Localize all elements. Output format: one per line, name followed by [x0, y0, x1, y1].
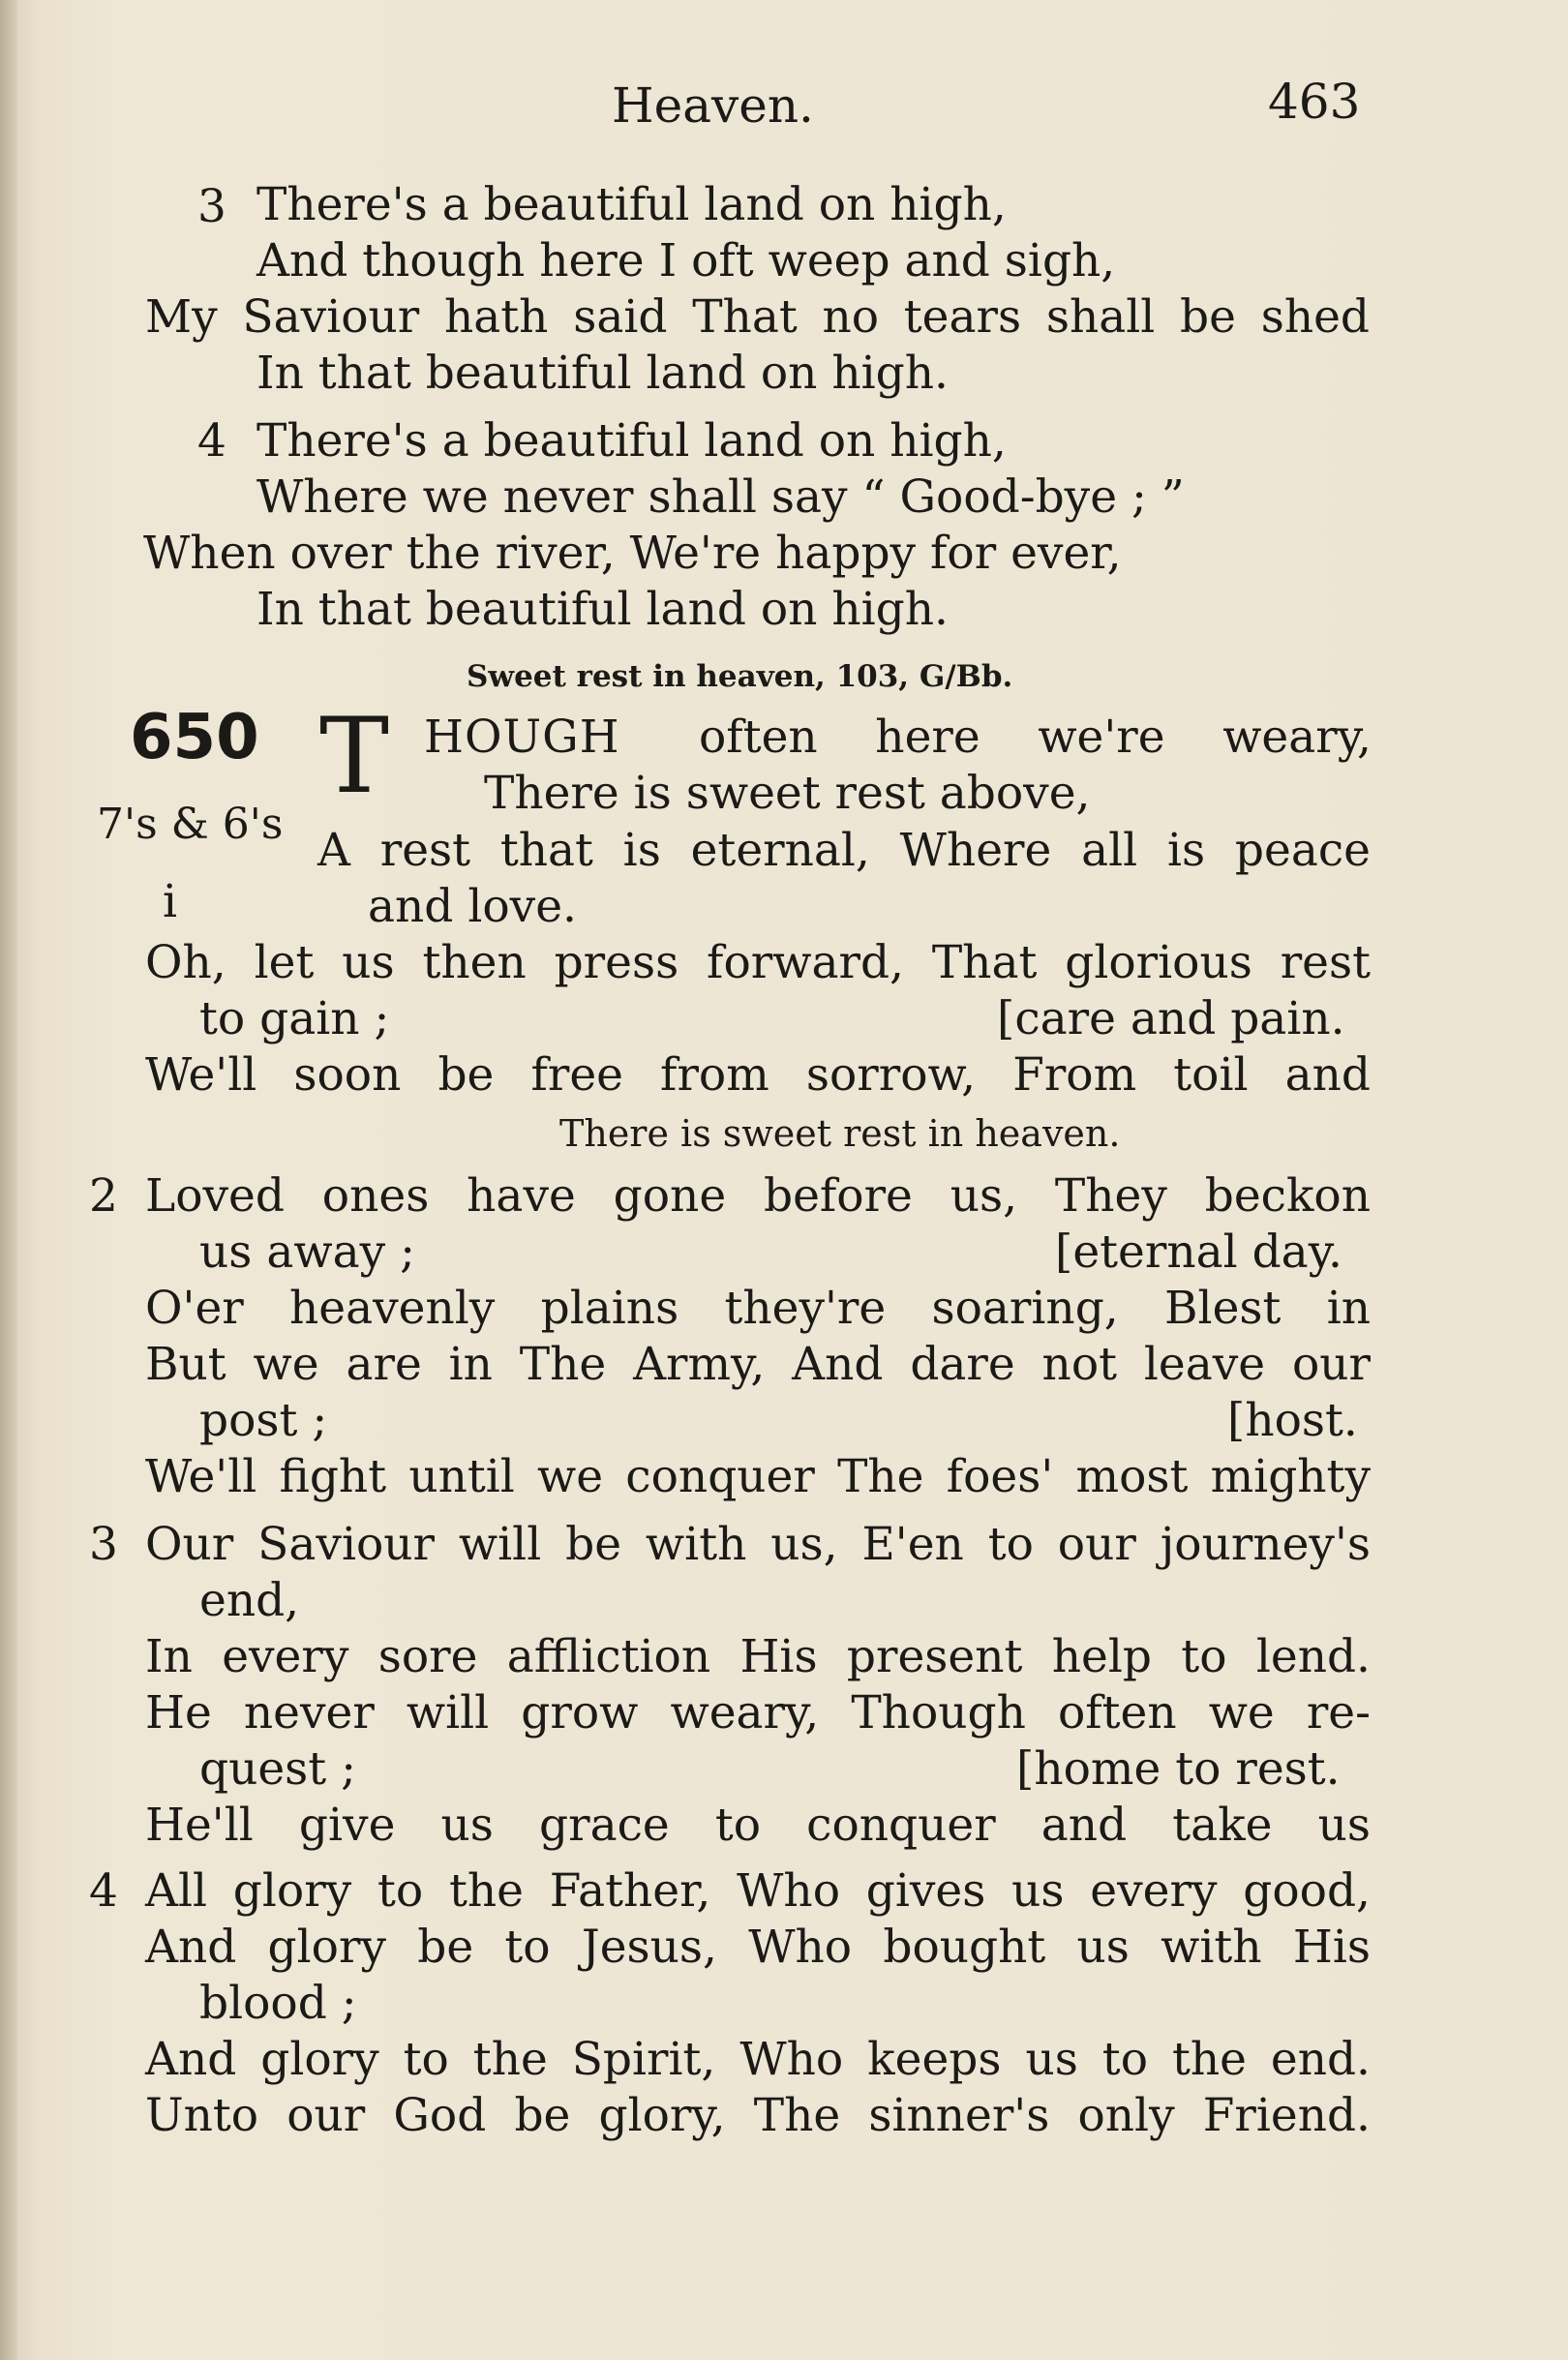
chorus-line: There is sweet rest in heaven. [559, 1112, 1121, 1155]
running-header-title: Heaven. [612, 77, 814, 134]
page-number: 463 [1268, 74, 1361, 130]
drop-cap: T [319, 696, 390, 817]
hymn-number: 650 [130, 702, 259, 773]
verse-line: We'll soon be free from sorrow, From toil and [145, 1048, 1371, 1102]
verse-line: We'll fight until we conquer The foes' most mighty [145, 1450, 1371, 1503]
verse-line: He never will grow weary, Though often we re- [145, 1686, 1371, 1740]
verse-line: In that beautiful land on high. [256, 347, 949, 400]
verse-line: and love. [368, 880, 577, 933]
verse-number: 3 [197, 180, 226, 233]
verse-line: [eternal day. [1055, 1225, 1342, 1279]
first-word: HOUGH [424, 711, 620, 764]
verse-line: Loved ones have gone before us, They beckon [145, 1169, 1371, 1223]
verse-line: There's a beautiful land on high, [256, 414, 1007, 468]
verse-number: 4 [89, 1864, 118, 1918]
verse-line: And glory be to Jesus, Who bought us with His [145, 1921, 1371, 1974]
verse-line: Oh, let us then press forward, That glorious rest [145, 936, 1371, 989]
verse-line: A rest that is eternal, Where all is peace [317, 824, 1371, 877]
verse-number: 4 [197, 414, 226, 468]
verse-line: All glory to the Father, Who gives us every good, [145, 1864, 1371, 1918]
verse-line: us away ; [199, 1225, 415, 1279]
verse-line: But we are in The Army, And dare not leave our [145, 1338, 1371, 1391]
verse-line: There is sweet rest above, [484, 767, 1091, 820]
verse-line: In that beautiful land on high. [256, 583, 949, 636]
verse-line: He'll give us grace to conquer and take us [145, 1799, 1371, 1852]
tune-note: Sweet rest in heaven, 103, G/Bb. [467, 659, 1013, 694]
verse-line: Where we never shall say “ Good-bye ; ” [256, 470, 1185, 524]
verse-line: And though here I oft weep and sigh, [256, 234, 1116, 287]
verse-line: Unto our God be glory, The sinner's only Friend. [145, 2089, 1371, 2142]
verse-line: And glory to the Spirit, Who keeps us to the end. [145, 2033, 1371, 2086]
verse-line: In every sore affliction His present help to lend. [145, 1630, 1371, 1683]
verse-line: O'er heavenly plains they're soaring, Blest in [145, 1282, 1371, 1335]
verse-line: quest ; [199, 1742, 356, 1796]
verse-line: [host. [1227, 1394, 1358, 1447]
verse-number: 3 [89, 1518, 118, 1571]
verse-number: 2 [89, 1169, 118, 1223]
verse-line: often here we're weary, [699, 711, 1372, 764]
verse-line: end, [199, 1574, 300, 1627]
verse-line: [home to rest. [1016, 1742, 1341, 1796]
hymn-meter: 7's & 6's [97, 800, 284, 849]
verse-line: When over the river, We're happy for ever, [143, 527, 1122, 580]
verse-line: There's a beautiful land on high, [256, 178, 1007, 231]
verse-line: Our Saviour will be with us, E'en to our journey's [145, 1518, 1371, 1571]
verse-line: post ; [199, 1394, 328, 1447]
verse-line: My Saviour hath said That no tears shall be shed [145, 290, 1370, 344]
verse-line: [care and pain. [997, 992, 1345, 1045]
page-binding-edge [0, 0, 17, 2360]
meter-mark: i [163, 875, 178, 928]
verse-line: blood ; [199, 1977, 357, 2030]
verse-line: to gain ; [199, 992, 390, 1045]
